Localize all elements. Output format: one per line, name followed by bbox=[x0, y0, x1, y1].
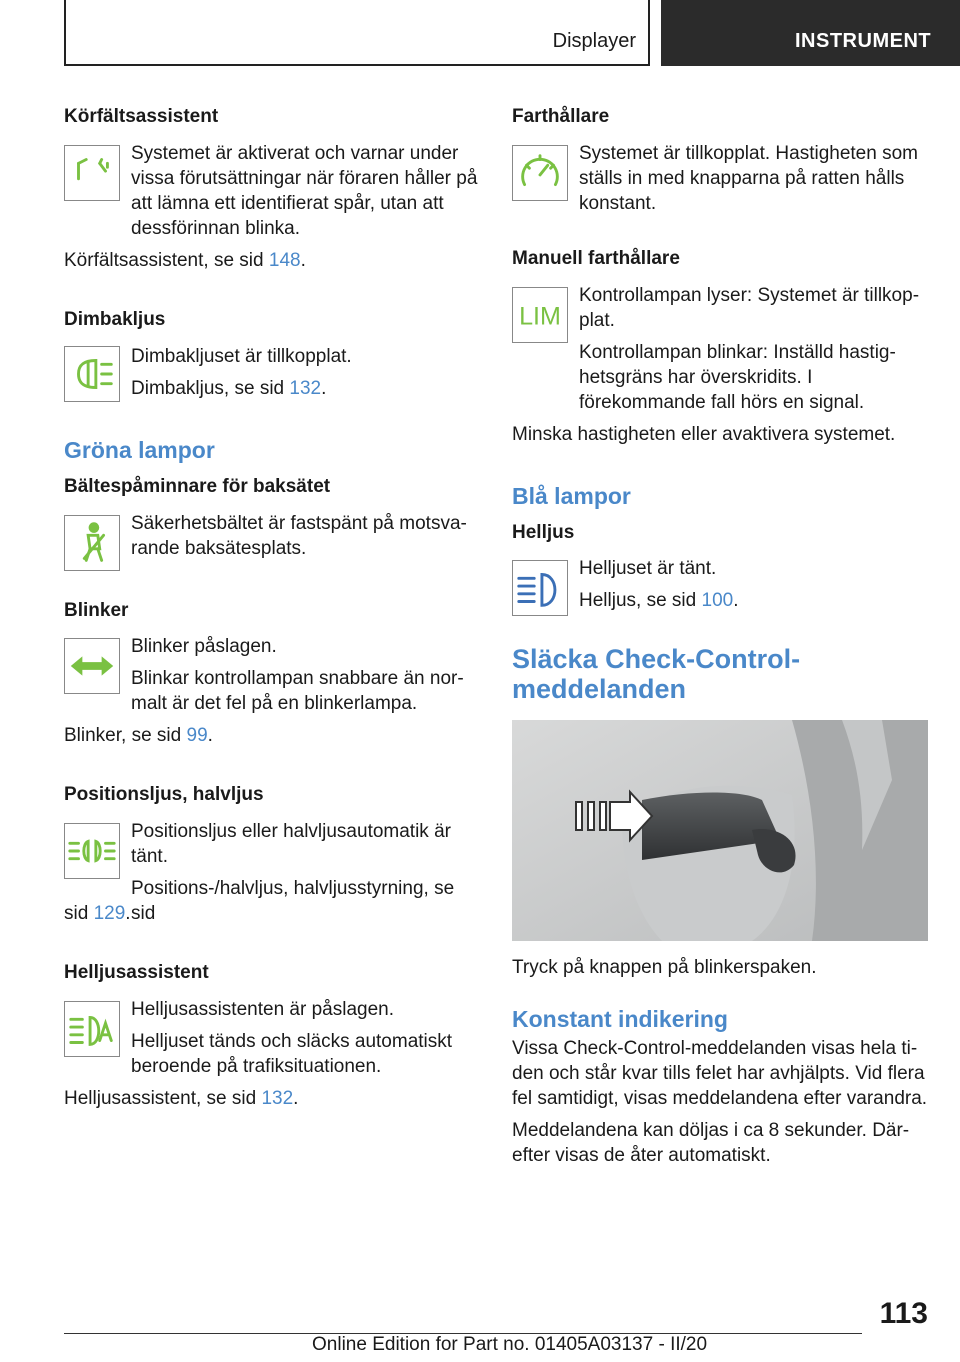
high-beam-assist-ref-suffix: . bbox=[293, 1088, 299, 1109]
blinker-ref-suffix: . bbox=[207, 725, 213, 746]
belt-reminder-entry bbox=[64, 511, 478, 569]
cruise-control-icon bbox=[512, 145, 568, 201]
fog-light-text: Dimbakljuset är tillkopplat. bbox=[131, 346, 352, 367]
position-light-heading: Positionsljus, halvljus bbox=[64, 784, 264, 805]
fog-light-ref-text: Dimbakljus, se sid bbox=[131, 378, 290, 399]
header-section-title: Displayer bbox=[552, 30, 636, 52]
high-beam-assist-ref bbox=[64, 1086, 478, 1111]
blinker-heading: Blinker bbox=[64, 600, 129, 621]
blinker-page-link[interactable]: 99 bbox=[186, 725, 208, 746]
lane-assist-page-link[interactable]: 148 bbox=[268, 250, 301, 271]
position-light-page-link[interactable]: 129 bbox=[93, 903, 126, 924]
speed-limiter-icon bbox=[512, 287, 568, 343]
lane-assist-ref-text: Körfältsassistent, se sid bbox=[64, 250, 269, 271]
header-chapter-tab bbox=[661, 0, 960, 66]
lane-assist-text: Systemet är aktiverat och varnar under vissa förutsättningar när föraren håller på att lämna ett identifierat spår, utan att dessförinnan blinka. bbox=[131, 143, 478, 239]
position-light-ref-lead: sid bbox=[64, 903, 94, 924]
fog-light-entry bbox=[64, 344, 478, 401]
manual-cruise-text-2: Kontrollampan blinkar: Inställd hastig-hetsgräns har överskridits. I förekommande fall hörs en signal. bbox=[579, 342, 896, 413]
high-beam-text: Helljuset är tänt. bbox=[579, 558, 717, 579]
blinker-text-1: Blinker påslagen. bbox=[131, 636, 277, 657]
position-light-icon bbox=[64, 823, 120, 879]
belt-reminder-text: Säkerhetsbältet är fastspänt på motsva-rande baksätesplats. bbox=[131, 513, 467, 559]
high-beam-ref-text: Helljus, se sid bbox=[579, 590, 702, 611]
right-column bbox=[512, 100, 928, 1168]
fog-light-ref-suffix: . bbox=[321, 378, 327, 399]
photo-caption: Tryck på knappen på blinkerspaken. bbox=[512, 957, 817, 978]
lane-assist-ref bbox=[64, 248, 478, 273]
position-light-text-2 bbox=[64, 876, 478, 926]
lane-assist-ref-suffix: . bbox=[300, 250, 306, 271]
header-chapter-title: INSTRUMENT bbox=[795, 30, 932, 52]
blinker-stalk-photo bbox=[512, 720, 928, 941]
cruise-control-heading: Farthållare bbox=[512, 106, 610, 127]
belt-reminder-heading: Bältespåminnare för baksätet bbox=[64, 476, 331, 497]
high-beam-ref-suffix: . bbox=[733, 590, 739, 611]
rear-fog-light-icon bbox=[64, 346, 120, 402]
left-column bbox=[64, 100, 478, 1111]
high-beam-assist-heading: Helljusassistent bbox=[64, 962, 209, 983]
high-beam-assist-entry bbox=[64, 997, 478, 1079]
cruise-control-entry bbox=[512, 141, 928, 216]
fog-light-ref bbox=[64, 376, 478, 401]
turn-signal-icon bbox=[64, 638, 120, 694]
fog-light-page-link[interactable]: 132 bbox=[289, 378, 322, 399]
speed-limiter-icon-text: LIM bbox=[519, 302, 561, 331]
blinker-ref bbox=[64, 723, 478, 748]
high-beam-entry bbox=[512, 556, 928, 614]
green-lamps-heading: Gröna lampor bbox=[64, 437, 215, 463]
lane-assist-heading: Körfältsassistent bbox=[64, 106, 219, 127]
constant-indication-heading: Konstant indikering bbox=[512, 1006, 728, 1032]
footer-edition: Online Edition for Part no. 01405A03137 - II/20 bbox=[312, 1334, 708, 1355]
position-light-ref-suffix: . bbox=[125, 903, 131, 924]
manual-cruise-text-2-first bbox=[512, 340, 928, 415]
high-beam-heading: Helljus bbox=[512, 522, 575, 543]
high-beam-icon bbox=[512, 560, 568, 616]
high-beam-ref bbox=[512, 588, 928, 613]
high-beam-assist-text-2: Helljuset tänds och släcks automatiskt beroende på trafiksituationen. bbox=[131, 1031, 453, 1077]
check-control-heading: Släcka Check-Control-meddelanden bbox=[512, 644, 801, 704]
fog-light-heading: Dimbakljus bbox=[64, 309, 166, 330]
blinker-entry bbox=[64, 634, 478, 716]
high-beam-page-link[interactable]: 100 bbox=[701, 590, 734, 611]
blinker-ref-text: Blinker, se sid bbox=[64, 725, 187, 746]
position-light-entry bbox=[64, 819, 478, 926]
manual-cruise-text-3: Minska hastigheten eller avaktivera systemet. bbox=[512, 424, 896, 445]
high-beam-assist-text-1: Helljusassistenten är påslagen. bbox=[131, 999, 394, 1020]
cruise-control-text: Systemet är tillkopplat. Hastigheten som ställs in med knapparna på ratten hålls konstant. bbox=[579, 143, 918, 214]
lane-assist-entry bbox=[64, 141, 478, 241]
high-beam-assist-ref-text: Helljusassistent, se sid bbox=[64, 1088, 262, 1109]
high-beam-assist-page-link[interactable]: 132 bbox=[261, 1088, 294, 1109]
manual-cruise-text-1: Kontrollampan lyser: Systemet är tillkop-plat. bbox=[579, 285, 920, 331]
header-section-box bbox=[64, 0, 650, 66]
position-light-text-2-body: Positions-/halvljus, halvljusstyrning, se sid bbox=[131, 878, 455, 924]
constant-indication-text-2: Meddelandena kan döljas i ca 8 sekunder. Där-efter visas de åter automatiskt. bbox=[512, 1120, 910, 1166]
seatbelt-icon bbox=[64, 515, 120, 571]
constant-indication-text-1: Vissa Check-Control-meddelanden visas hela ti-den och står kvar tills felet har avhjälpts. Vid flera fel samtidigt, visas meddelandena efter varandra. bbox=[512, 1038, 928, 1109]
position-light-text-1: Positionsljus eller halvljusautomatik är tänt. bbox=[131, 821, 451, 867]
high-beam-assist-icon bbox=[64, 1001, 120, 1057]
blue-lamps-heading: Blå lampor bbox=[512, 483, 631, 509]
lane-assist-icon bbox=[64, 145, 120, 201]
blinker-text-2: Blinkar kontrollampan snabbare än nor-malt är det fel på en blinkerlampa. bbox=[131, 668, 464, 714]
manual-cruise-heading: Manuell farthållare bbox=[512, 248, 680, 269]
manual-cruise-entry bbox=[512, 283, 928, 415]
page-number: 113 bbox=[879, 1297, 928, 1330]
